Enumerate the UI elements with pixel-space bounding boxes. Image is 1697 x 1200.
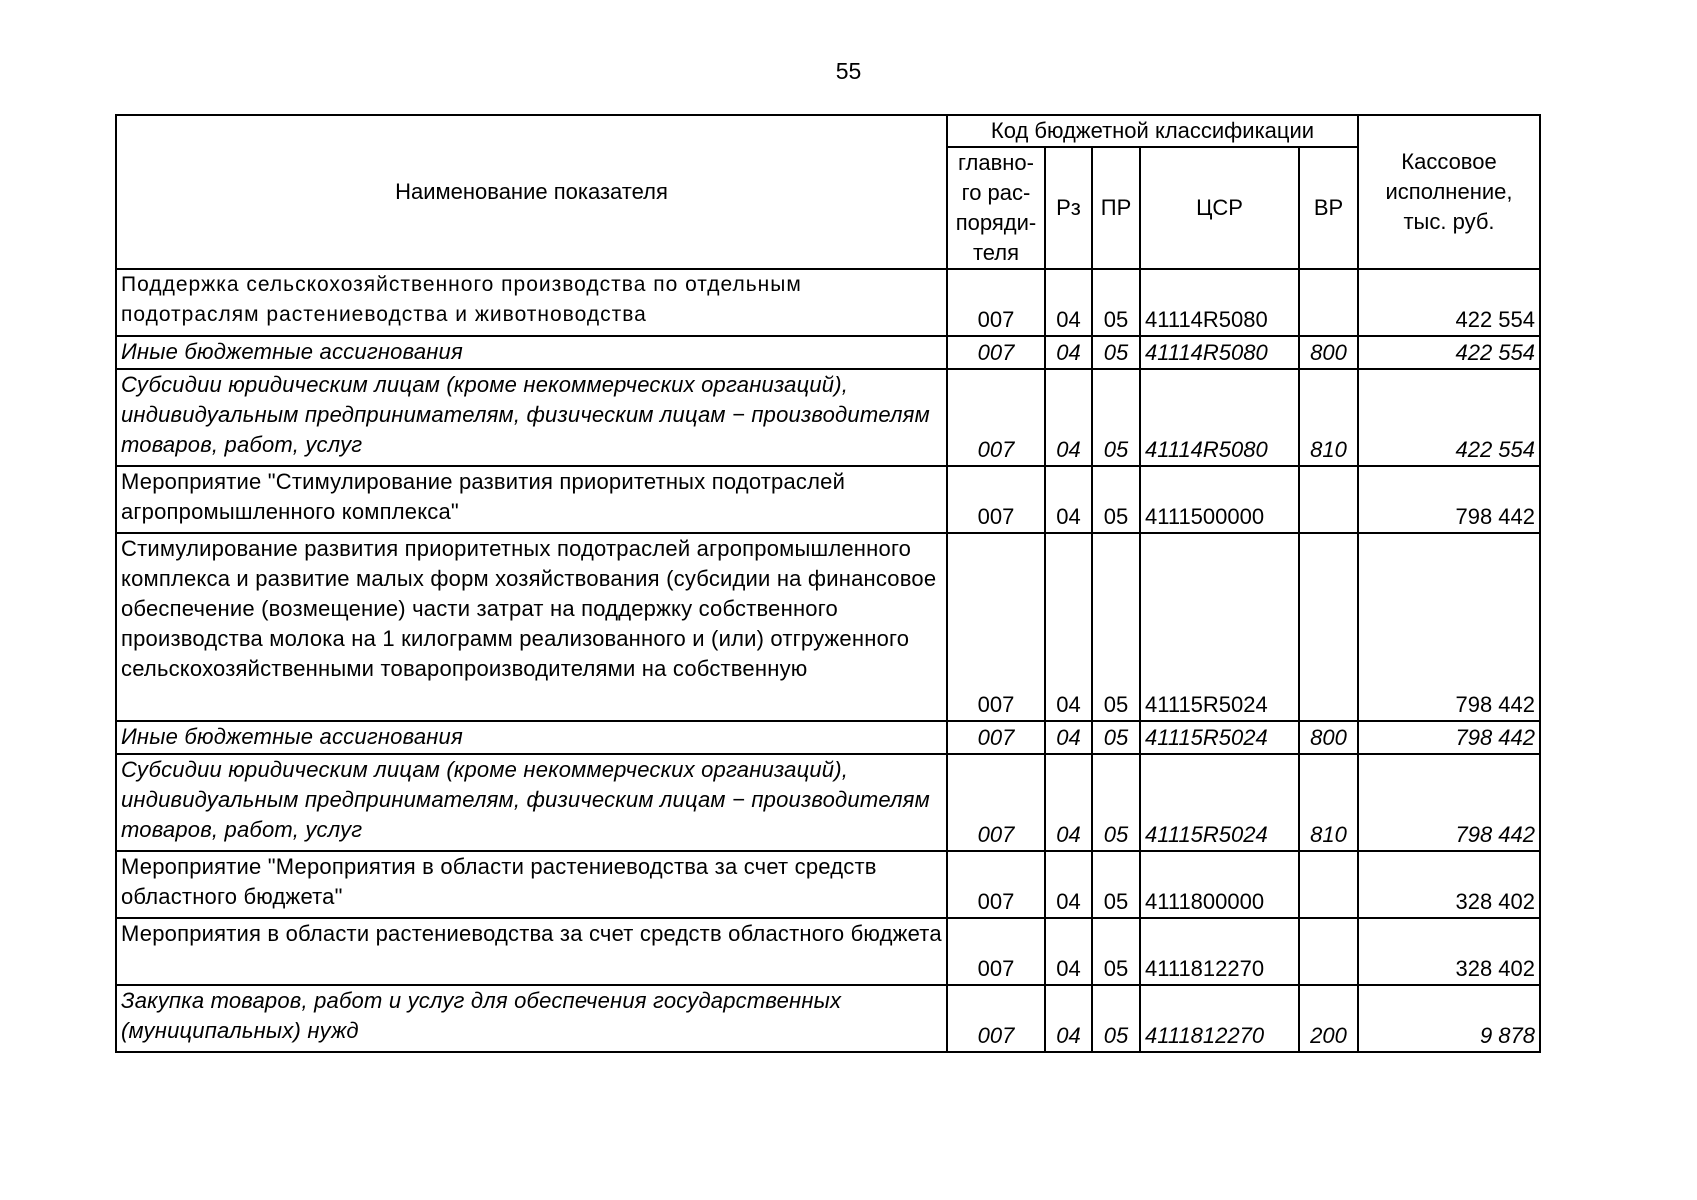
table-row	[116, 369, 1540, 466]
row-pr: 05	[1092, 369, 1140, 466]
table-row	[116, 851, 1540, 918]
row-vr	[1299, 851, 1358, 918]
row-csr: 41115R5024	[1140, 721, 1299, 754]
row-rz: 04	[1045, 851, 1092, 918]
row-pr: 05	[1092, 533, 1140, 721]
row-admin: 007	[947, 336, 1045, 369]
row-csr: 4111812270	[1140, 985, 1299, 1052]
row-pr: 05	[1092, 754, 1140, 851]
row-rz: 04	[1045, 754, 1092, 851]
row-csr: 41115R5024	[1140, 754, 1299, 851]
budget-table	[115, 114, 1541, 1053]
row-admin: 007	[947, 851, 1045, 918]
row-rz: 04	[1045, 466, 1092, 533]
header-vr: ВР	[1299, 147, 1358, 269]
row-admin: 007	[947, 466, 1045, 533]
table-row	[116, 985, 1540, 1052]
row-admin: 007	[947, 985, 1045, 1052]
row-vr	[1299, 918, 1358, 985]
row-admin: 007	[947, 918, 1045, 985]
row-rz: 04	[1045, 269, 1092, 336]
row-name: Закупка товаров, работ и услуг для обеспечения государственных (муниципальных) нужд	[116, 985, 947, 1052]
row-rz: 04	[1045, 369, 1092, 466]
header-code-group: Код бюджетной классификации	[947, 115, 1358, 147]
row-pr: 05	[1092, 269, 1140, 336]
row-amount: 328 402	[1358, 851, 1540, 918]
row-vr	[1299, 533, 1358, 721]
row-pr: 05	[1092, 466, 1140, 533]
row-pr: 05	[1092, 336, 1140, 369]
row-admin: 007	[947, 369, 1045, 466]
row-vr: 810	[1299, 754, 1358, 851]
row-admin: 007	[947, 533, 1045, 721]
row-csr: 41115R5024	[1140, 533, 1299, 721]
header-admin: главно-го рас-поряди-теля	[947, 147, 1045, 269]
table-row	[116, 269, 1540, 336]
row-amount: 328 402	[1358, 918, 1540, 985]
row-vr	[1299, 466, 1358, 533]
row-name: Стимулирование развития приоритетных подотраслей агропромышленного комплекса и развитие малых форм хозяйствования (субсидии на финансовое обеспечение (возмещение) части затрат на поддержку собственного производства молока на 1 килограмм реализованного и (или) отгруженного сельскохозяйственными товаропроизводителями на собственную	[116, 533, 947, 721]
row-amount: 798 442	[1358, 754, 1540, 851]
page-number: 55	[835, 58, 862, 84]
row-csr: 41114R5080	[1140, 269, 1299, 336]
table-row	[116, 533, 1540, 721]
row-name: Субсидии юридическим лицам (кроме некоммерческих организаций), индивидуальным предпринимателям, физическим лицам − производителям товаров, работ, услуг	[116, 369, 947, 466]
row-pr: 05	[1092, 721, 1140, 754]
header-name: Наименование показателя	[116, 115, 947, 269]
row-rz: 04	[1045, 918, 1092, 985]
row-pr: 05	[1092, 851, 1140, 918]
row-amount: 9 878	[1358, 985, 1540, 1052]
header-csr: ЦСР	[1140, 147, 1299, 269]
row-rz: 04	[1045, 336, 1092, 369]
row-admin: 007	[947, 754, 1045, 851]
row-name: Иные бюджетные ассигнования	[116, 336, 947, 369]
row-name: Мероприятие "Стимулирование развития приоритетных подотраслей агропромышленного комплекса"	[116, 466, 947, 533]
row-name: Иные бюджетные ассигнования	[116, 721, 947, 754]
row-name: Мероприятия в области растениеводства за счет средств областного бюджета	[116, 918, 947, 985]
row-amount: 422 554	[1358, 336, 1540, 369]
row-amount: 798 442	[1358, 533, 1540, 721]
row-name: Субсидии юридическим лицам (кроме некоммерческих организаций), индивидуальным предпринимателям, физическим лицам − производителям товаров, работ, услуг	[116, 754, 947, 851]
row-amount: 798 442	[1358, 466, 1540, 533]
row-admin: 007	[947, 721, 1045, 754]
table-row	[116, 466, 1540, 533]
header-pr: ПР	[1092, 147, 1140, 269]
row-csr: 41114R5080	[1140, 336, 1299, 369]
row-vr	[1299, 269, 1358, 336]
header-amount: Кассовое исполнение, тыс. руб.	[1358, 115, 1540, 269]
table-row	[116, 721, 1540, 754]
row-csr: 4111800000	[1140, 851, 1299, 918]
row-amount: 422 554	[1358, 269, 1540, 336]
row-pr: 05	[1092, 918, 1140, 985]
row-rz: 04	[1045, 721, 1092, 754]
table-row	[116, 754, 1540, 851]
row-amount: 422 554	[1358, 369, 1540, 466]
table-row	[116, 336, 1540, 369]
row-csr: 41114R5080	[1140, 369, 1299, 466]
row-vr: 810	[1299, 369, 1358, 466]
row-csr: 4111500000	[1140, 466, 1299, 533]
row-vr: 200	[1299, 985, 1358, 1052]
row-vr: 800	[1299, 336, 1358, 369]
row-rz: 04	[1045, 533, 1092, 721]
row-rz: 04	[1045, 985, 1092, 1052]
row-admin: 007	[947, 269, 1045, 336]
row-name: Мероприятие "Мероприятия в области растениеводства за счет средств областного бюджета"	[116, 851, 947, 918]
row-amount: 798 442	[1358, 721, 1540, 754]
row-pr: 05	[1092, 985, 1140, 1052]
table-row	[116, 918, 1540, 985]
row-vr: 800	[1299, 721, 1358, 754]
row-csr: 4111812270	[1140, 918, 1299, 985]
header-rz: Рз	[1045, 147, 1092, 269]
row-name: Поддержка сельскохозяйственного производства по отдельным подотраслям растениеводства и животноводства	[116, 269, 947, 336]
